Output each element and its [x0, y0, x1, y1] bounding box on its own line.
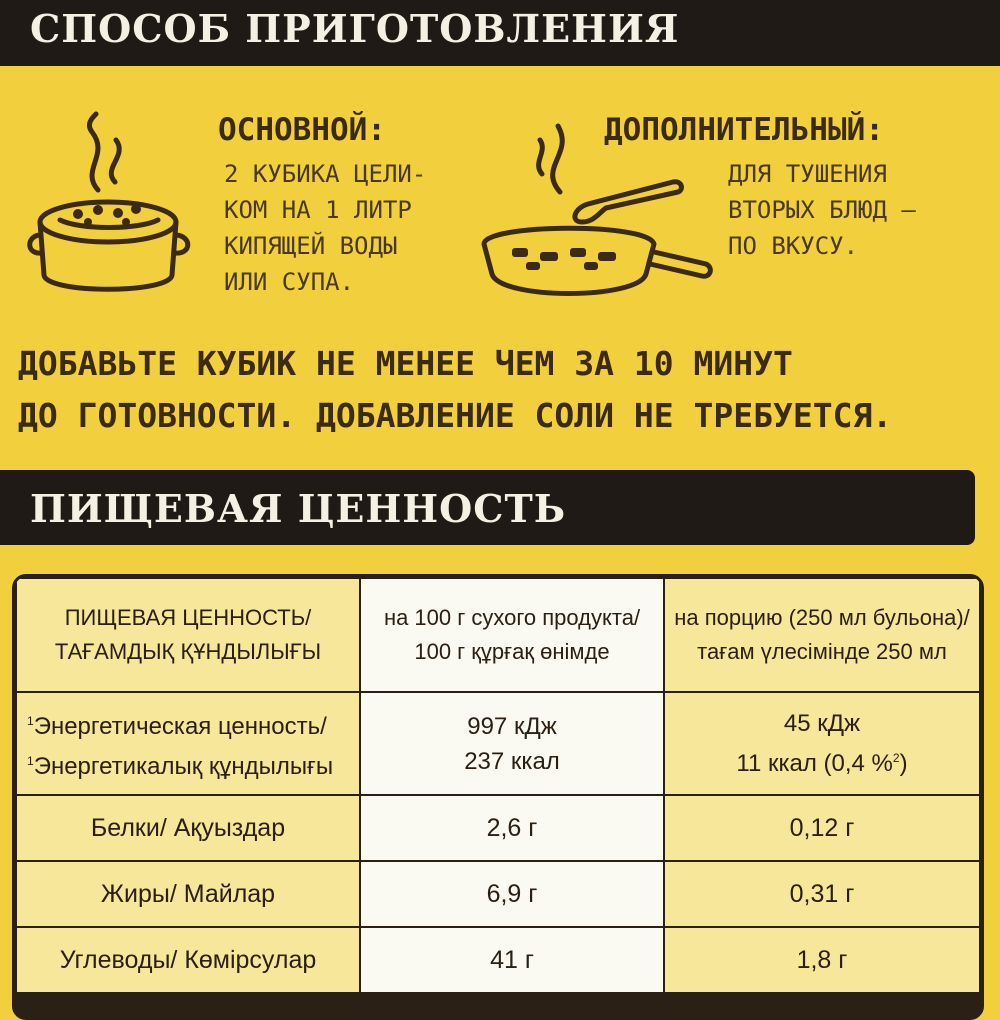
portion-value-cell: 0,31 г [664, 861, 980, 927]
energy-label-cell: $^1$Энергетическая ценность/ $^1$Энергетикалық құндылығы [16, 692, 360, 795]
nutrient-label-cell: Жиры/ Майлар [16, 861, 360, 927]
table-row-energy [16, 692, 980, 795]
per100-value-cell: 2,6 г [360, 795, 664, 861]
header-cell-portion: на порцию (250 мл бульона)/ тағам үлесімінде 250 мл [664, 578, 980, 692]
method-additional-title: ДОПОЛНИТЕЛЬНЫЙ: [604, 112, 884, 148]
nutrient-label-cell: Белки/ Ақуыздар [16, 795, 360, 861]
method-main-text: 2 КУБИКА ЦЕЛИ- КОМ НА 1 ЛИТР КИПЯЩЕЙ ВОДЫ ИЛИ СУПА. [224, 160, 427, 296]
method-additional-text: ДЛЯ ТУШЕНИЯ ВТОРЫХ БЛЮД – ПО ВКУСУ. [728, 160, 916, 260]
table-row [16, 927, 980, 993]
energy-portion-cell: 45 кДж 11 ккал (0,4 %$^2$) [664, 692, 980, 795]
section-banner-preparation [0, 0, 1000, 66]
table-row [16, 861, 980, 927]
header-cell-nutrient: ПИЩЕВАЯ ЦЕННОСТЬ/ ТАҒАМДЫҚ ҚҰНДЫЛЫҒЫ [16, 578, 360, 692]
section-banner-nutrition [0, 470, 975, 545]
cooking-instruction: ДОБАВЬТЕ КУБИК НЕ МЕНЕЕ ЧЕМ ЗА 10 МИНУТ ДО ГОТОВНОСТИ. ДОБАВЛЕНИЕ СОЛИ НЕ ТРЕБУЕТСЯ. [18, 344, 893, 435]
per100-value-cell: 6,9 г [360, 861, 664, 927]
section-title: СПОСОБ ПРИГОТОВЛЕНИЯ [30, 6, 680, 51]
portion-value-cell: 1,8 г [664, 927, 980, 993]
energy-per100-cell: 997 кДж 237 ккал [360, 692, 664, 795]
method-main-title: ОСНОВНОЙ: [218, 112, 386, 148]
per100-value-cell: 41 г [360, 927, 664, 993]
table-header-row [16, 578, 980, 692]
header-cell-per100: на 100 г сухого продукта/ 100 г құрғақ өнімде [360, 578, 664, 692]
pot-icon [20, 110, 195, 310]
portion-value-cell: 0,12 г [664, 795, 980, 861]
nutrition-table [12, 574, 984, 1020]
table-row [16, 795, 980, 861]
nutrient-label-cell: Углеводы/ Көмірсулар [16, 927, 360, 993]
section-title: ПИЩЕВАЯ ЦЕННОСТЬ [30, 486, 567, 531]
